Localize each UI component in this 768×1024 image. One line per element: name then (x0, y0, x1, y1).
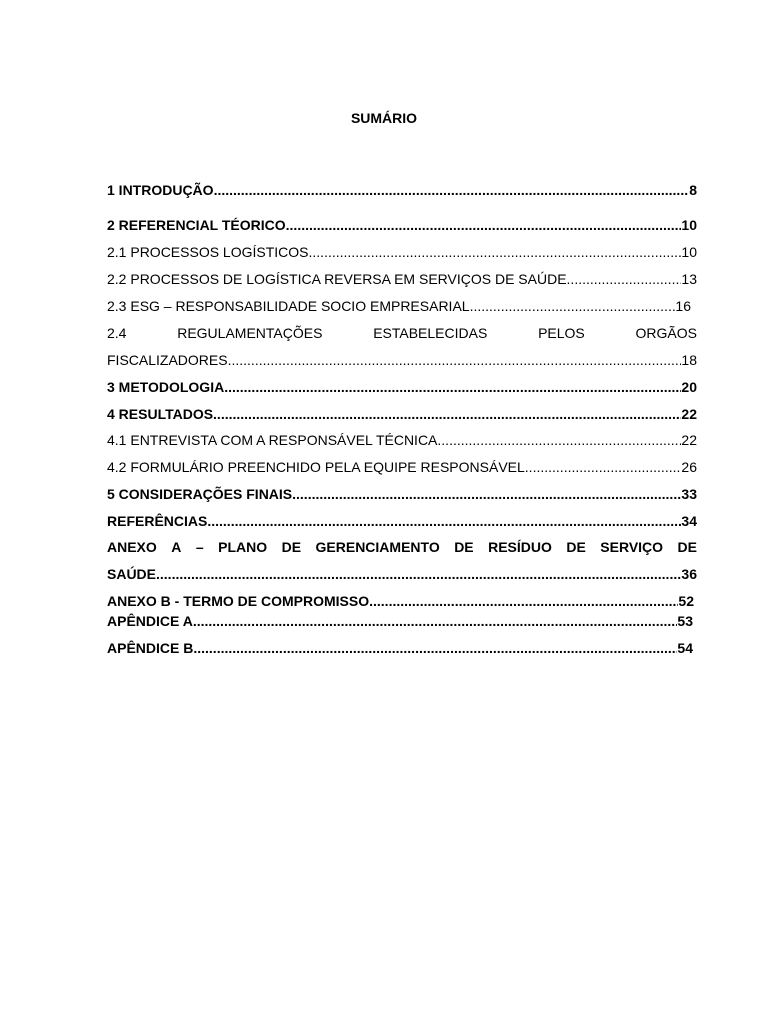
toc-entry-text: 4.1 ENTREVISTA COM A RESPONSÁVEL TÉCNICA (107, 432, 438, 448)
toc-entry-page: 10 (681, 244, 697, 260)
toc-entry-text: 5 CONSIDERAÇÕES FINAIS (107, 486, 293, 502)
toc-leader-dots (228, 350, 682, 370)
toc-word: GERENCIAMENTO (315, 539, 440, 555)
toc-entry-page: 20 (681, 379, 697, 395)
toc-word: 2.4 (107, 325, 127, 341)
toc-leader-dots (286, 215, 682, 235)
toc-entry[interactable] (107, 269, 697, 289)
toc-entry-text: APÊNDICE A (107, 613, 193, 629)
toc-leader-dots (525, 457, 682, 477)
toc-word: REGULAMENTAÇÕES (177, 325, 323, 341)
toc-entry-line1[interactable] (107, 537, 697, 557)
toc-leader-dots (369, 591, 678, 611)
toc-entry-text: 2.2 PROCESSOS DE LOGÍSTICA REVERSA EM SERVIÇOS DE SAÚDE (107, 271, 567, 287)
toc-word: RESÍDUO (488, 539, 552, 555)
toc-entry[interactable] (107, 404, 697, 424)
toc-entry[interactable] (107, 215, 697, 235)
toc-word: PELOS (538, 325, 585, 341)
toc-entry-page: 10 (681, 217, 697, 233)
toc-title: SUMÁRIO (350, 110, 418, 126)
toc-entry-text: 4 RESULTADOS (107, 406, 214, 422)
toc-entry-text: 1 INTRODUÇÃO (107, 182, 214, 198)
toc-entry[interactable] (107, 591, 694, 611)
toc-leader-dots (470, 296, 676, 316)
toc-entry-page: 22 (681, 432, 697, 448)
toc-entry-page: 8 (689, 182, 697, 198)
toc-entry[interactable] (107, 180, 697, 200)
toc-word: ESTABELECIDAS (373, 325, 488, 341)
toc-entry[interactable] (107, 350, 697, 370)
toc-word: ORGÃOS (635, 325, 697, 341)
toc-word: A (171, 539, 182, 555)
toc-entry-page: 22 (681, 406, 697, 422)
toc-word: SERVIÇO (600, 539, 664, 555)
toc-entry-text: 4.2 FORMULÁRIO PREENCHIDO PELA EQUIPE RESPONSÁVEL (107, 459, 525, 475)
toc-word: PLANO (218, 539, 268, 555)
toc-entry-page: 52 (678, 593, 694, 609)
toc-entry[interactable] (107, 377, 697, 397)
toc-entry-page: 36 (681, 566, 697, 582)
toc-leader-dots (213, 404, 681, 424)
toc-entry[interactable] (107, 484, 697, 504)
toc-entry-page: 16 (675, 298, 691, 314)
toc-entry[interactable] (107, 638, 693, 658)
toc-entry-text: REFERÊNCIAS (107, 513, 208, 529)
toc-entry[interactable] (107, 430, 697, 450)
toc-word: DE (454, 539, 474, 555)
toc-leader-dots (437, 430, 681, 450)
toc-entry[interactable] (107, 611, 693, 631)
toc-entry-page: 33 (681, 486, 697, 502)
toc-leader-dots (292, 484, 681, 504)
toc-entry-text: 2.1 PROCESSOS LOGÍSTICOS (107, 244, 309, 260)
toc-leader-dots (214, 180, 690, 200)
toc-leader-dots (156, 564, 681, 584)
toc-entry[interactable] (107, 457, 697, 477)
toc-leader-dots (309, 242, 682, 262)
toc-leader-dots (193, 638, 677, 658)
toc-entry-text: 2 REFERENCIAL TÉORICO (107, 217, 286, 233)
toc-entry[interactable] (107, 242, 697, 262)
toc-entry-text: SAÚDE (107, 566, 157, 582)
toc-leader-dots (567, 269, 682, 289)
toc-word: DE (566, 539, 586, 555)
toc-entry-page: 53 (677, 613, 693, 629)
toc-entry-page: 13 (681, 271, 697, 287)
toc-entry-text: APÊNDICE B (107, 640, 194, 656)
toc-entry-text: ANEXO B - TERMO DE COMPROMISSO (107, 593, 370, 609)
toc-entry-page: 18 (681, 352, 697, 368)
toc-entry-line1[interactable] (107, 323, 697, 343)
toc-entry-text: 3 METODOLOGIA (107, 379, 225, 395)
toc-word: DE (281, 539, 302, 555)
toc-entry-page: 54 (677, 640, 693, 656)
toc-word: DE (677, 539, 697, 555)
toc-entry-text: FISCALIZADORES (107, 352, 228, 368)
toc-entry-text: 2.3 ESG – RESPONSABILIDADE SOCIO EMPRESARIAL (107, 298, 470, 314)
toc-word: – (195, 539, 204, 555)
toc-entry[interactable] (107, 564, 697, 584)
toc-word: ANEXO (107, 539, 157, 555)
toc-leader-dots (224, 377, 681, 397)
toc-entry[interactable] (107, 296, 691, 316)
toc-leader-dots (207, 511, 681, 531)
toc-entry[interactable] (107, 511, 697, 531)
toc-entry-page: 34 (681, 513, 697, 529)
toc-entry-page: 26 (681, 459, 697, 475)
toc-leader-dots (193, 611, 678, 631)
